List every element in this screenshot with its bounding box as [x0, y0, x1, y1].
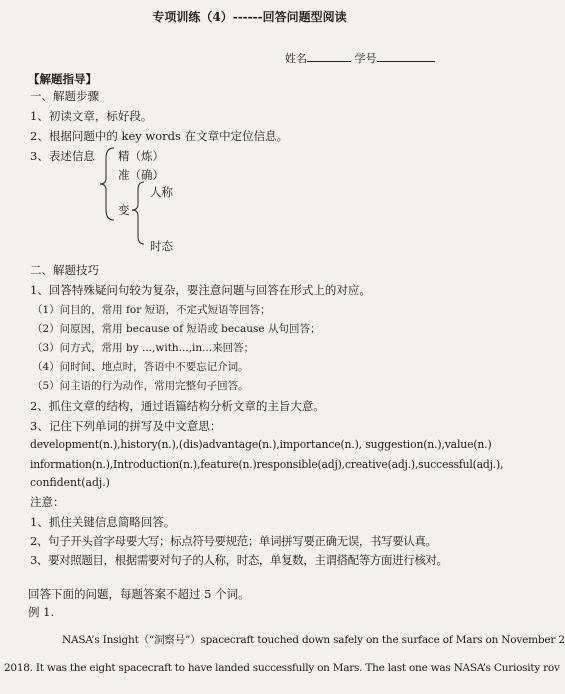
- page-title: 专项训练（4）------回答问题型阅读: [152, 10, 347, 24]
- outline-bian: 变: [118, 203, 130, 217]
- id-label: 学号: [354, 52, 377, 65]
- passage-line-1: NASA’s Insight（“洞察号”）spacecraft touched down safely on the surface of Mars on November 2: [62, 634, 565, 646]
- example-label: 例 1.: [28, 605, 55, 619]
- vocab-line-2: information(n.),Introduction(n.),feature(n.)responsible(adj),creative(adj.),successful(adj.),: [30, 458, 504, 471]
- tip-1-5: （5）问主语的行为动作，常用完整句子回答。: [32, 380, 249, 392]
- tip-1-1: （1）问目的，常用 for 短语，不定式短语等回答；: [32, 304, 271, 316]
- student-info-row: [285, 50, 435, 66]
- vocab-line-1: development(n.),history(n.),(dis)advantage(n.),importance(n.), suggestion(n.),value(n.): [30, 438, 492, 451]
- part2-heading: 二、解题技巧: [30, 263, 99, 277]
- note-3: 3、要对照题目，根据需要对句子的人称，时态，单复数，主谓搭配等方面进行核对。: [30, 553, 448, 567]
- name-label: 姓名: [285, 52, 307, 65]
- vocab-line-3: confident(adj.): [30, 476, 110, 489]
- id-blank: [377, 51, 435, 62]
- step-2: 2、根据问题中的 key words 在文章中定位信息。: [30, 129, 289, 143]
- note-1: 1、抓住关键信息简略回答。: [30, 515, 176, 529]
- outline-zhun: 准（确）: [118, 168, 164, 182]
- note-2: 2、句子开头首字母要大写；标点符号要规范；单词拼写要正确无误，书写要认真。: [30, 534, 437, 548]
- outline-jing: 精（炼）: [118, 149, 164, 163]
- step-3: 3、表述信息: [30, 149, 95, 163]
- passage-line-2: 2018. It was the eight spacecraft to have landed successfully on Mars. The last one was NASA’s Curiosity rov: [4, 662, 560, 674]
- tip-1-4: （4）问时间、地点时，答语中不要忘记介词。: [32, 361, 249, 373]
- tip-1-3: （3）问方式，常用 by ...,with...,in...来回答；: [32, 342, 255, 354]
- step-1: 1、初读文章，标好段。: [30, 109, 153, 123]
- outline-shitai: 时态: [150, 239, 173, 253]
- guide-heading: 【解题指导】: [28, 72, 97, 86]
- outline-renchen: 人称: [150, 185, 173, 199]
- name-blank: [307, 51, 351, 62]
- tip-3: 3、记住下列单词的拼写及中文意思：: [30, 419, 222, 433]
- tip-1-2: （2）问原因，常用 because of 短语或 because 从句回答；: [32, 323, 321, 335]
- part1-heading: 一、解题步骤: [30, 89, 99, 103]
- tip-1: 1、回答特殊疑问句较为复杂，要注意问题与回答在形式上的对应。: [30, 283, 371, 297]
- notes-heading: 注意：: [30, 495, 65, 509]
- tip-2: 2、抓住文章的结构，通过语篇结构分析文章的主旨大意。: [30, 399, 325, 413]
- instruction: 回答下面的问题，每题答案不超过 5 个词。: [28, 587, 250, 601]
